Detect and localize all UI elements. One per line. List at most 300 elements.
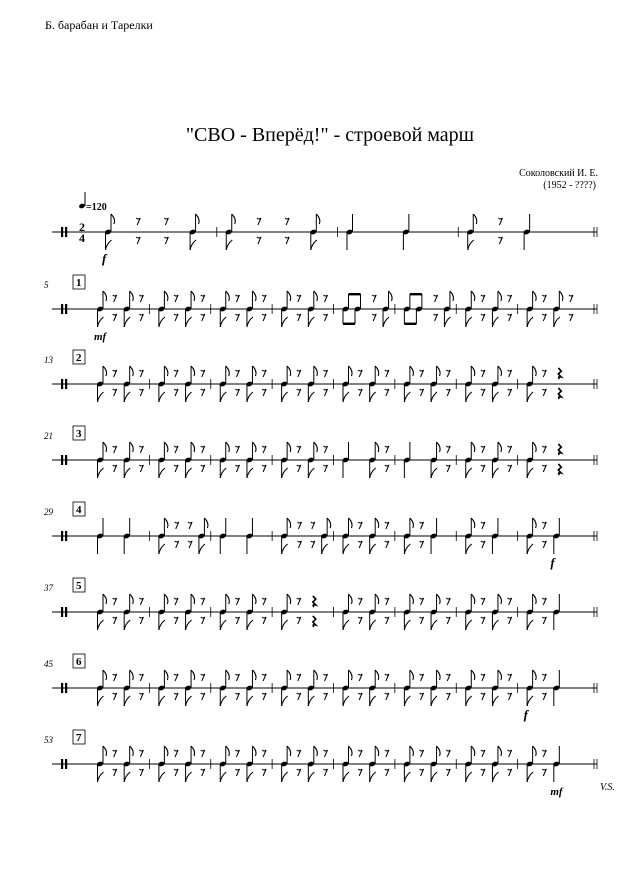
flag-up — [226, 366, 230, 376]
flag-up — [287, 670, 291, 680]
eighth-rest-icon — [113, 750, 117, 757]
eighth-rest-icon — [481, 617, 485, 624]
staff-system — [44, 275, 597, 343]
eighth-rest-icon — [542, 522, 546, 529]
eighth-rest-icon — [235, 598, 239, 605]
eighth-rest-icon — [446, 693, 450, 700]
flag-up — [314, 670, 318, 680]
flag-down — [466, 468, 472, 478]
flag-up — [410, 746, 414, 756]
eighth-rest-icon — [174, 598, 178, 605]
flag-up — [314, 366, 318, 376]
flag-up — [164, 291, 168, 301]
eighth-rest-icon — [201, 389, 205, 396]
eighth-rest-icon — [446, 446, 450, 453]
eighth-rest-icon — [297, 465, 301, 472]
flag-down — [527, 696, 533, 706]
quarter-rest-icon — [558, 464, 561, 475]
eighth-rest-icon — [175, 541, 179, 548]
flag-down — [322, 544, 328, 554]
quarter-rest-icon — [558, 388, 561, 399]
eighth-rest-icon — [481, 598, 485, 605]
flag-down — [370, 544, 376, 554]
eighth-rest-icon — [297, 674, 301, 681]
percussion-clef-icon — [65, 683, 67, 693]
eighth-rest-icon — [201, 446, 205, 453]
rehearsal-mark: 3 — [76, 428, 82, 440]
eighth-rest-icon — [139, 674, 143, 681]
percussion-clef-icon — [61, 683, 63, 693]
eighth-rest-icon — [139, 465, 143, 472]
eighth-rest-icon — [372, 295, 376, 302]
flag-down — [282, 317, 288, 327]
eighth-rest-icon — [113, 769, 117, 776]
time-signature-numerator: 2 — [79, 220, 85, 234]
eighth-rest-icon — [297, 693, 301, 700]
eighth-rest-icon — [139, 693, 143, 700]
flag-down — [186, 696, 192, 706]
eighth-rest-icon — [446, 598, 450, 605]
time-signature-denominator: 4 — [79, 231, 85, 245]
eighth-rest-icon — [139, 750, 143, 757]
flag-down — [370, 620, 376, 630]
flag-up — [498, 442, 502, 452]
eighth-rest-icon — [323, 465, 327, 472]
quarter-rest-icon — [313, 596, 316, 607]
flag-up — [314, 291, 318, 301]
eighth-rest-icon — [188, 541, 192, 548]
eighth-rest-icon — [136, 218, 140, 225]
flag-down — [186, 317, 192, 327]
flag-up — [349, 518, 353, 528]
flag-up — [410, 594, 414, 604]
eighth-rest-icon — [285, 218, 289, 225]
flag-up — [103, 746, 107, 756]
composer-dates: (1952 - ????) — [543, 180, 596, 191]
eighth-rest-icon — [297, 617, 301, 624]
flag-down — [106, 240, 112, 250]
flag-up — [196, 214, 200, 224]
eighth-rest-icon — [297, 522, 301, 529]
eighth-rest-icon — [113, 617, 117, 624]
quarter-rest-icon — [558, 368, 561, 379]
eighth-rest-icon — [542, 674, 546, 681]
eighth-rest-icon — [323, 750, 327, 757]
flag-down — [226, 240, 232, 250]
flag-up — [130, 442, 134, 452]
flag-up — [103, 594, 107, 604]
eighth-rest-icon — [235, 465, 239, 472]
flag-up — [287, 518, 291, 528]
eighth-rest-icon — [235, 295, 239, 302]
eighth-rest-icon — [542, 389, 546, 396]
eighth-rest-icon — [385, 522, 389, 529]
eighth-rest-icon — [420, 674, 424, 681]
eighth-rest-icon — [385, 598, 389, 605]
flag-down — [186, 620, 192, 630]
measure-number: 53 — [44, 735, 53, 745]
eighth-rest-icon — [542, 314, 546, 321]
percussion-clef-icon — [65, 759, 67, 769]
flag-down — [468, 240, 474, 250]
eighth-rest-icon — [323, 769, 327, 776]
part-name: Б. барабан и Тарелки — [45, 18, 153, 32]
eighth-rest-icon — [174, 295, 178, 302]
flag-up — [111, 214, 115, 224]
flag-down — [466, 544, 472, 554]
flag-down — [554, 317, 560, 327]
eighth-rest-icon — [113, 389, 117, 396]
flag-up — [191, 442, 195, 452]
eighth-rest-icon — [235, 389, 239, 396]
beam — [349, 293, 361, 295]
beam — [343, 323, 355, 325]
flag-down — [190, 240, 196, 250]
rehearsal-mark: 2 — [76, 352, 82, 364]
eighth-rest-icon — [297, 750, 301, 757]
percussion-clef-icon — [65, 304, 67, 314]
quarter-rest-icon — [313, 616, 316, 627]
eighth-rest-icon — [542, 295, 546, 302]
eighth-rest-icon — [446, 617, 450, 624]
eighth-rest-icon — [257, 218, 261, 225]
eighth-rest-icon — [262, 295, 266, 302]
eighth-rest-icon — [569, 295, 573, 302]
flag-down — [492, 468, 498, 478]
flag-down — [527, 317, 533, 327]
eighth-rest-icon — [139, 370, 143, 377]
eighth-rest-icon — [481, 522, 485, 529]
flag-up — [164, 518, 168, 528]
eighth-rest-icon — [262, 693, 266, 700]
flag-down — [370, 392, 376, 402]
measure-number: 45 — [44, 659, 53, 669]
flag-up — [130, 366, 134, 376]
flag-down — [98, 620, 104, 630]
eighth-rest-icon — [385, 769, 389, 776]
eighth-rest-icon — [385, 674, 389, 681]
eighth-rest-icon — [508, 465, 512, 472]
eighth-rest-icon — [358, 370, 362, 377]
flag-up — [252, 291, 256, 301]
dynamic-marking: mf — [550, 786, 563, 798]
piece-title: "СВО - Вперёд!" - строевой марш — [185, 124, 475, 146]
eighth-rest-icon — [420, 541, 424, 548]
flag-down — [370, 468, 376, 478]
eighth-rest-icon — [113, 370, 117, 377]
eighth-rest-icon — [262, 674, 266, 681]
tempo-marking — [78, 192, 106, 213]
flag-up — [164, 594, 168, 604]
percussion-clef-icon — [61, 759, 63, 769]
flag-up — [410, 670, 414, 680]
flag-down — [370, 696, 376, 706]
eighth-rest-icon — [385, 617, 389, 624]
flag-down — [527, 772, 533, 782]
eighth-rest-icon — [175, 522, 179, 529]
flag-down — [220, 468, 226, 478]
measure-number: 29 — [44, 507, 53, 517]
flag-up — [164, 366, 168, 376]
eighth-rest-icon — [201, 314, 205, 321]
flag-up — [287, 746, 291, 756]
eighth-rest-icon — [262, 370, 266, 377]
flag-up — [252, 746, 256, 756]
flag-down — [247, 696, 253, 706]
eighth-rest-icon — [358, 541, 362, 548]
eighth-rest-icon — [542, 617, 546, 624]
eighth-rest-icon — [446, 370, 450, 377]
flag-up — [191, 670, 195, 680]
flag-down — [220, 772, 226, 782]
eighth-rest-icon — [481, 750, 485, 757]
eighth-rest-icon — [297, 370, 301, 377]
rehearsal-mark: 5 — [76, 580, 82, 592]
beam — [410, 293, 422, 295]
flag-up — [287, 594, 291, 604]
flag-up — [533, 366, 537, 376]
eighth-rest-icon — [235, 750, 239, 757]
measure — [518, 746, 564, 798]
eighth-rest-icon — [481, 465, 485, 472]
flag-up — [410, 518, 414, 528]
flag-up — [473, 214, 477, 224]
eighth-rest-icon — [262, 465, 266, 472]
eighth-rest-icon — [385, 750, 389, 757]
flag-down — [431, 620, 437, 630]
rehearsal-mark: 4 — [76, 504, 82, 516]
flag-down — [308, 468, 314, 478]
flag-down — [527, 468, 533, 478]
flag-down — [343, 392, 349, 402]
eighth-rest-icon — [323, 295, 327, 302]
dynamic-marking: mf — [94, 331, 107, 343]
eighth-rest-icon — [262, 598, 266, 605]
eighth-rest-icon — [174, 674, 178, 681]
eighth-rest-icon — [446, 674, 450, 681]
eighth-rest-icon — [113, 674, 117, 681]
flag-down — [282, 392, 288, 402]
eighth-rest-icon — [481, 446, 485, 453]
flag-up — [498, 746, 502, 756]
eighth-rest-icon — [201, 465, 205, 472]
flag-up — [103, 442, 107, 452]
eighth-rest-icon — [113, 465, 117, 472]
eighth-rest-icon — [542, 370, 546, 377]
flag-down — [527, 392, 533, 402]
flag-down — [404, 772, 410, 782]
eighth-rest-icon — [174, 446, 178, 453]
eighth-rest-icon — [358, 389, 362, 396]
flag-down — [220, 696, 226, 706]
flag-up — [287, 442, 291, 452]
flag-up — [287, 366, 291, 376]
eighth-rest-icon — [434, 314, 438, 321]
eighth-rest-icon — [446, 750, 450, 757]
flag-up — [316, 214, 320, 224]
flag-down — [431, 696, 437, 706]
flag-up — [103, 670, 107, 680]
eighth-rest-icon — [311, 541, 315, 548]
flag-up — [559, 291, 563, 301]
flag-up — [533, 670, 537, 680]
percussion-clef-icon — [61, 531, 63, 541]
flag-up — [533, 518, 537, 528]
eighth-rest-icon — [164, 237, 168, 244]
flag-down — [98, 468, 104, 478]
rehearsal-mark: 6 — [76, 656, 82, 668]
flag-up — [471, 442, 475, 452]
flag-up — [226, 291, 230, 301]
percussion-clef-icon — [65, 455, 67, 465]
flag-up — [375, 366, 379, 376]
flag-down — [343, 772, 349, 782]
flag-up — [226, 746, 230, 756]
eighth-rest-icon — [174, 465, 178, 472]
dynamic-marking: f — [550, 555, 555, 570]
eighth-rest-icon — [446, 389, 450, 396]
flag-down — [220, 317, 226, 327]
flag-down — [220, 620, 226, 630]
flag-down — [159, 620, 165, 630]
flag-up — [471, 291, 475, 301]
flag-up — [375, 518, 379, 528]
flag-up — [437, 746, 441, 756]
flag-down — [159, 392, 165, 402]
flag-down — [466, 392, 472, 402]
eighth-rest-icon — [481, 769, 485, 776]
flag-down — [186, 468, 192, 478]
flag-up — [375, 670, 379, 680]
percussion-clef-icon — [61, 227, 63, 237]
volti-subito-mark: V.S. — [600, 782, 615, 793]
percussion-clef-icon — [61, 607, 63, 617]
flag-down — [404, 620, 410, 630]
eighth-rest-icon — [297, 598, 301, 605]
eighth-rest-icon — [446, 465, 450, 472]
eighth-rest-icon — [257, 237, 261, 244]
flag-up — [471, 670, 475, 680]
eighth-rest-icon — [174, 389, 178, 396]
flag-up — [349, 594, 353, 604]
flag-down — [308, 696, 314, 706]
flag-up — [349, 746, 353, 756]
eighth-rest-icon — [164, 218, 168, 225]
eighth-rest-icon — [420, 522, 424, 529]
eighth-rest-icon — [481, 693, 485, 700]
flag-down — [159, 317, 165, 327]
flag-up — [103, 366, 107, 376]
eighth-rest-icon — [297, 314, 301, 321]
flag-down — [311, 240, 317, 250]
eighth-rest-icon — [508, 314, 512, 321]
flag-down — [247, 392, 253, 402]
flag-down — [404, 392, 410, 402]
eighth-rest-icon — [139, 295, 143, 302]
flag-down — [466, 620, 472, 630]
dynamic-marking: f — [523, 707, 528, 722]
measure-number: 21 — [44, 431, 53, 441]
staff-system — [44, 426, 597, 478]
eighth-rest-icon — [297, 541, 301, 548]
eighth-rest-icon — [542, 446, 546, 453]
eighth-rest-icon — [358, 598, 362, 605]
flag-up — [349, 366, 353, 376]
eighth-rest-icon — [481, 314, 485, 321]
eighth-rest-icon — [542, 769, 546, 776]
flag-down — [124, 317, 130, 327]
flag-up — [450, 291, 454, 301]
eighth-rest-icon — [420, 750, 424, 757]
flag-down — [308, 392, 314, 402]
flag-down — [98, 696, 104, 706]
flag-up — [226, 594, 230, 604]
eighth-rest-icon — [174, 750, 178, 757]
eighth-rest-icon — [358, 750, 362, 757]
flag-up — [204, 518, 208, 528]
eighth-rest-icon — [262, 314, 266, 321]
percussion-clef-icon — [65, 531, 67, 541]
flag-down — [527, 544, 533, 554]
staff-system — [44, 350, 597, 402]
eighth-rest-icon — [174, 769, 178, 776]
eighth-rest-icon — [311, 522, 315, 529]
flag-down — [282, 620, 288, 630]
flag-down — [308, 772, 314, 782]
eighth-rest-icon — [174, 617, 178, 624]
eighth-rest-icon — [508, 674, 512, 681]
flag-down — [186, 392, 192, 402]
eighth-rest-icon — [139, 598, 143, 605]
flag-up — [164, 746, 168, 756]
eighth-rest-icon — [201, 693, 205, 700]
flag-down — [159, 772, 165, 782]
flag-up — [533, 594, 537, 604]
flag-down — [343, 696, 349, 706]
eighth-rest-icon — [174, 370, 178, 377]
flag-up — [375, 746, 379, 756]
flag-down — [199, 544, 205, 554]
flag-down — [247, 317, 253, 327]
flag-up — [437, 594, 441, 604]
flag-down — [431, 468, 437, 478]
eighth-rest-icon — [201, 769, 205, 776]
eighth-rest-icon — [323, 674, 327, 681]
eighth-rest-icon — [358, 769, 362, 776]
eighth-rest-icon — [508, 750, 512, 757]
flag-down — [159, 544, 165, 554]
flag-down — [431, 772, 437, 782]
flag-down — [492, 620, 498, 630]
flag-down — [492, 317, 498, 327]
flag-down — [466, 317, 472, 327]
percussion-clef-icon — [65, 379, 67, 389]
eighth-rest-icon — [542, 693, 546, 700]
flag-down — [282, 468, 288, 478]
flag-up — [389, 291, 393, 301]
eighth-rest-icon — [420, 598, 424, 605]
flag-down — [466, 696, 472, 706]
flag-up — [103, 291, 107, 301]
flag-down — [98, 392, 104, 402]
eighth-rest-icon — [262, 617, 266, 624]
measure — [102, 214, 199, 266]
eighth-rest-icon — [174, 314, 178, 321]
eighth-rest-icon — [113, 314, 117, 321]
flag-down — [527, 620, 533, 630]
eighth-rest-icon — [323, 693, 327, 700]
flag-up — [437, 670, 441, 680]
